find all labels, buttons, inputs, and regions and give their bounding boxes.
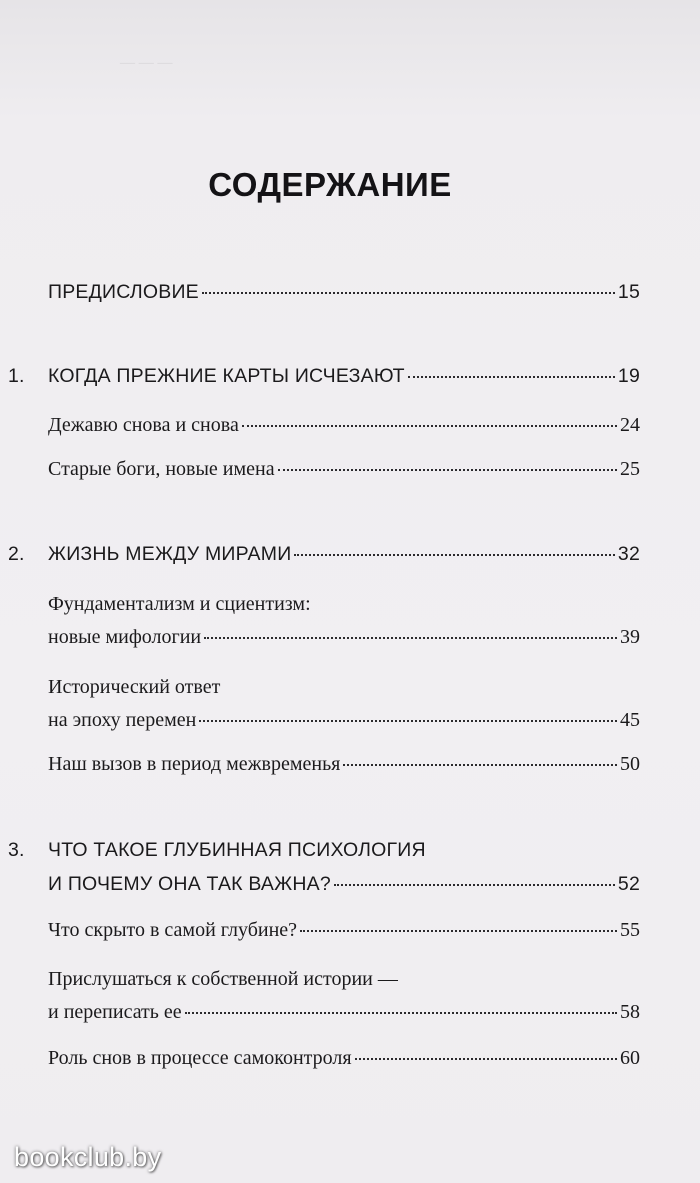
toc-entry-title: Дежавю снова и снова	[48, 414, 239, 436]
toc-entry-title-continued: на эпоху перемен	[48, 709, 197, 731]
toc-page-number: 25	[620, 458, 640, 480]
toc-entry-section	[0, 413, 640, 437]
toc-line	[48, 625, 640, 649]
toc-entry-section	[0, 457, 640, 481]
toc-entry-chapter-1	[0, 364, 640, 388]
dot-leader	[334, 884, 615, 886]
toc-page-number: 58	[620, 1001, 640, 1023]
toc-page-number: 50	[620, 753, 640, 775]
toc-line	[48, 872, 640, 896]
toc-page-number: 15	[617, 281, 640, 303]
page-title: СОДЕРЖАНИЕ	[208, 166, 452, 203]
chapter-number: 3.	[8, 839, 25, 861]
toc-entry-chapter-3	[0, 838, 640, 898]
toc-page-number: 52	[617, 873, 640, 895]
toc-page-number: 19	[617, 365, 640, 387]
toc-line	[48, 364, 640, 388]
toc-line	[48, 1046, 640, 1070]
toc-entry-section	[0, 592, 640, 650]
toc-entry-title: ПРЕДИСЛОВИЕ	[48, 281, 199, 303]
toc-page-number: 60	[620, 1047, 640, 1069]
dot-leader	[343, 764, 617, 766]
toc-entry-title: Старые боги, новые имена	[48, 458, 275, 480]
toc-entry-section	[0, 675, 640, 733]
toc-line	[48, 1000, 640, 1024]
toc-entry-title: Фундаментализм и сциентизм:	[48, 593, 311, 615]
toc-entry-section	[0, 918, 640, 942]
dot-leader	[408, 376, 615, 378]
chapter-number: 1.	[8, 365, 25, 387]
toc-entry-title: ЖИЗНЬ МЕЖДУ МИРАМИ	[48, 543, 292, 565]
dot-leader	[204, 637, 617, 639]
toc-entry-title-continued: новые мифологии	[48, 626, 202, 648]
dot-leader	[294, 554, 614, 556]
toc-line	[48, 592, 640, 616]
show-through-text: — — —	[120, 55, 173, 71]
toc-page-number: 45	[620, 709, 640, 731]
toc-entry-section	[0, 752, 640, 776]
toc-line	[48, 708, 640, 732]
toc-line	[48, 752, 640, 776]
toc-page-number: 24	[620, 414, 640, 436]
toc-entry-title: Прислушаться к собственной истории —	[48, 968, 398, 990]
dot-leader	[278, 469, 617, 471]
toc-line	[48, 413, 640, 437]
watermark: bookclub.by	[14, 1142, 162, 1172]
toc-entry-section	[0, 1046, 640, 1070]
toc-line	[48, 918, 640, 942]
toc-entry-title-continued: И ПОЧЕМУ ОНА ТАК ВАЖНА?	[48, 873, 331, 895]
toc-page-number: 32	[617, 543, 640, 565]
toc-page-number: 39	[620, 626, 640, 648]
dot-leader	[300, 930, 617, 932]
toc-entry-title: Что скрыто в самой глубине?	[48, 919, 298, 941]
toc-entry-title: Роль снов в процессе самоконтроля	[48, 1047, 352, 1069]
toc-line	[48, 675, 640, 699]
dot-leader	[202, 292, 615, 294]
dot-leader	[355, 1058, 617, 1060]
chapter-number: 2.	[8, 543, 25, 565]
toc-line	[48, 838, 640, 862]
dot-leader	[242, 425, 617, 427]
toc-line	[48, 967, 640, 991]
toc-entry-preface	[0, 280, 640, 304]
toc-entry-title: КОГДА ПРЕЖНИЕ КАРТЫ ИСЧЕЗАЮТ	[48, 365, 405, 387]
toc-entry-title: Наш вызов в период межвременья	[48, 753, 341, 775]
toc-entry-chapter-2	[0, 542, 640, 566]
toc-page-number: 55	[620, 919, 640, 941]
toc-line	[48, 457, 640, 481]
dot-leader	[199, 720, 617, 722]
toc-entry-title: ЧТО ТАКОЕ ГЛУБИННАЯ ПСИХОЛОГИЯ	[48, 839, 426, 861]
toc-entry-title-continued: и переписать ее	[48, 1001, 182, 1023]
toc-line	[48, 280, 640, 304]
dot-leader	[185, 1012, 617, 1014]
toc-entry-section	[0, 967, 640, 1025]
toc-entry-title: Исторический ответ	[48, 676, 221, 698]
toc-line	[48, 542, 640, 566]
